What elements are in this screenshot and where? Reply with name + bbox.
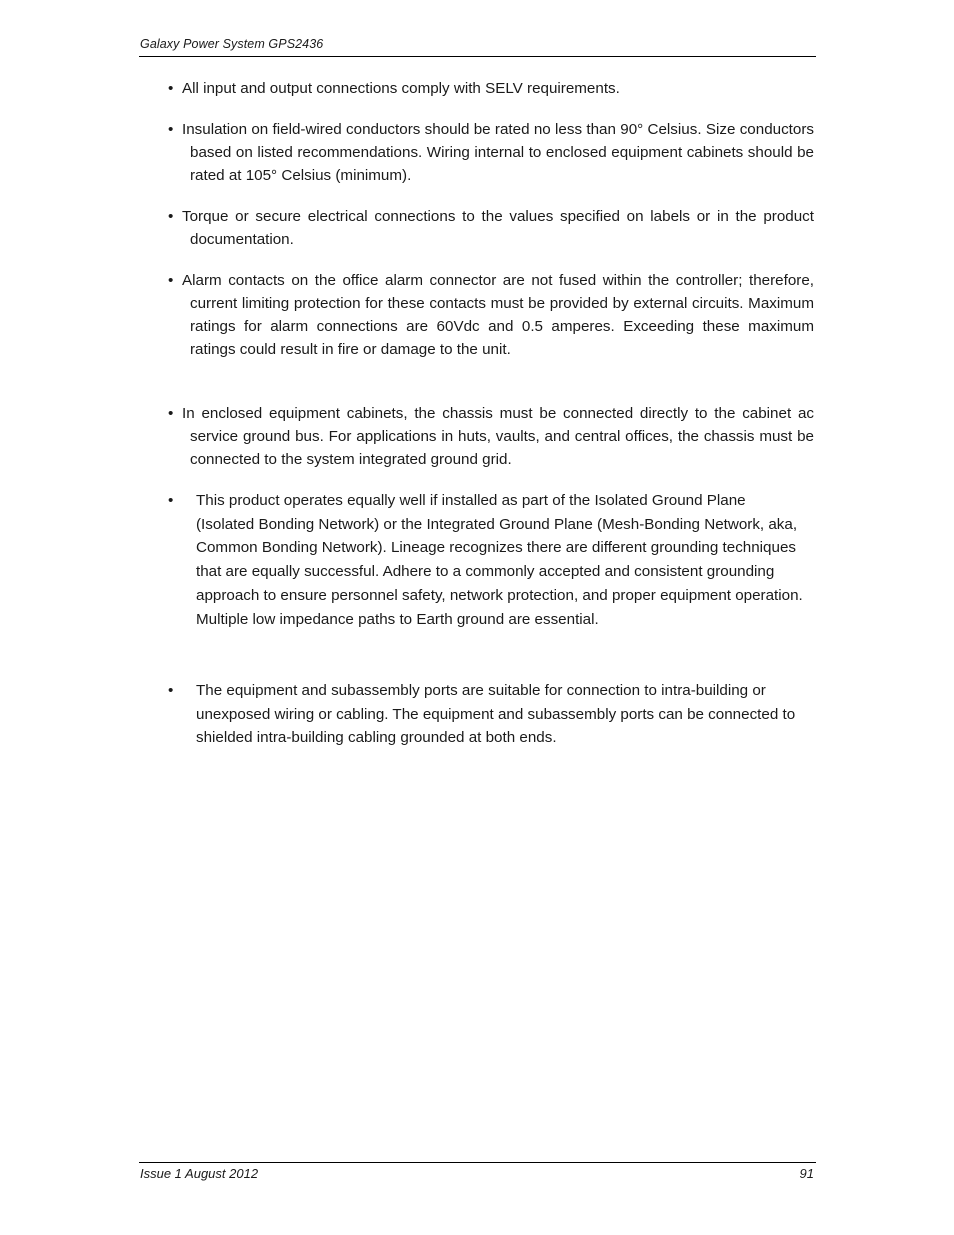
- document-title: Galaxy Power System GPS2436: [140, 37, 324, 51]
- list-item-text: This product operates equally well if installed as part of the Isolated Ground Plane (Isolated Bonding Network) or the Integrated Ground Plane (Mesh-Bonding Network, aka, Common Bonding Network). Lineage recognizes there are different grounding techniques that are equally successful. Adhere to a commonly accepted and consistent grounding approach to ensure personnel safety, network protection, and proper equipment operation. Multiple low impedance paths to Earth ground are essential.: [196, 492, 803, 628]
- bullet-icon: •: [168, 682, 174, 699]
- bullet-icon: •: [168, 405, 174, 422]
- list-item-text: Alarm contacts on the office alarm connector are not fused within the controller; therefore, current limiting protection for these contacts must be provided by external circuits. Maximum ratings for alarm connections are 60Vdc and 0.5 amperes. Exceeding these maximum ratings could result in fire or damage to the unit.: [182, 272, 814, 358]
- list-item: [168, 118, 814, 187]
- page-footer: [139, 1162, 816, 1181]
- issue-date: Issue 1 August 2012: [140, 1166, 259, 1181]
- bullet-icon: •: [168, 492, 174, 509]
- list-item: [168, 679, 808, 750]
- list-item-text: The equipment and subassembly ports are suitable for connection to intra-building or unexposed wiring or cabling. The equipment and subassembly ports can be connected to shielded intra-building cabling grounded at both ends.: [196, 682, 796, 747]
- list-item-text: Insulation on field-wired conductors should be rated no less than 90° Celsius. Size conductors based on listed recommendations. Wiring internal to enclosed equipment cabinets should be rated at 105° Celsius (minimum).: [182, 121, 814, 184]
- list-item-text: In enclosed equipment cabinets, the chassis must be connected directly to the cabinet ac service ground bus. For applications in huts, vaults, and central offices, the chassis must be connected to the system integrated ground grid.: [182, 405, 814, 468]
- list-item: [168, 269, 814, 361]
- list-item-text: All input and output connections comply with SELV requirements.: [182, 80, 620, 97]
- bullet-icon: •: [168, 121, 174, 138]
- bullet-icon: •: [168, 80, 174, 97]
- list-item: [168, 402, 814, 471]
- list-item: [168, 205, 814, 251]
- page-header: [139, 36, 816, 57]
- bullet-icon: •: [168, 272, 174, 289]
- list-item: [168, 489, 808, 631]
- list-item: [168, 77, 814, 100]
- bullet-icon: •: [168, 208, 174, 225]
- list-item-text: Torque or secure electrical connections to the values specified on labels or in the product documentation.: [182, 208, 814, 248]
- page-number: 91: [799, 1166, 814, 1181]
